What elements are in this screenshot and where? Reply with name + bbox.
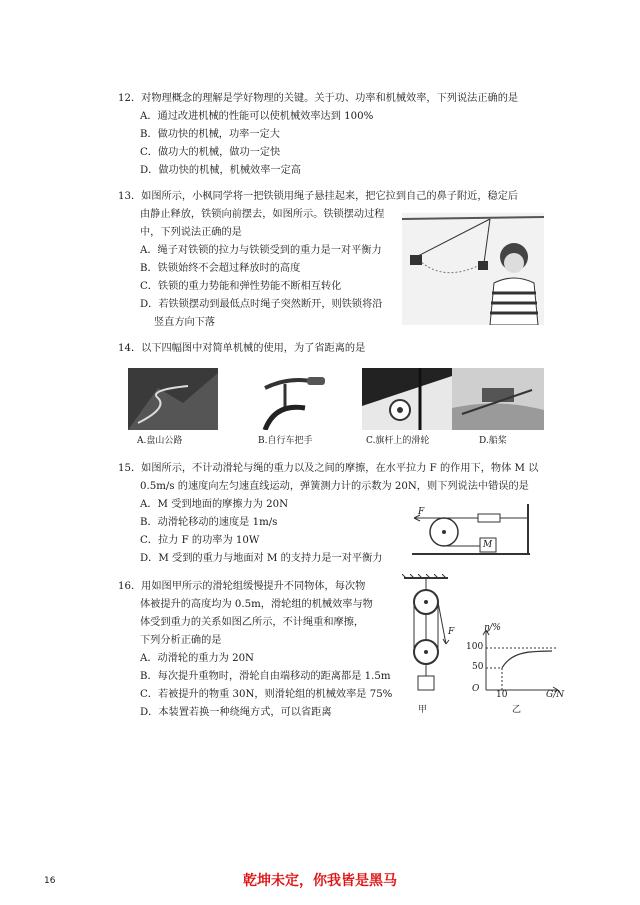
q15-stem-line-1: 15．如图所示，不计动滑轮与绳的重力以及之间的摩擦，在水平拉力 F 的作用下，物体 M 以 xyxy=(118,463,539,474)
q16-stem-line-3: 体受到重力的关系如图乙所示，不计绳重和摩擦， xyxy=(140,617,365,628)
q16-tick-50: 50 xyxy=(472,662,484,672)
q16-x-axis-label: G/N xyxy=(546,690,565,700)
q13-option-b: B．铁锁始终不会超过释放时的高度 xyxy=(140,263,301,274)
q16-figure-jia-label: 甲 xyxy=(418,705,428,715)
q13-stem-line-2: 由静止释放，铁锁向前摆去，如图所示。铁锁摆动过程 xyxy=(140,209,385,220)
question-16 xyxy=(118,578,392,722)
q12-option-c: C．做功大的机械，做功一定快 xyxy=(140,147,281,158)
q15-option-c: C．拉力 F 的功率为 10W xyxy=(140,535,260,546)
q16-stem-line-4: 下列分析正确的是 xyxy=(140,635,222,646)
question-12 xyxy=(118,90,518,180)
footer-slogan: 乾坤未定，你我皆是黑马 xyxy=(243,873,397,889)
q13-pendulum-figure xyxy=(402,213,544,325)
q15-mass-label: M xyxy=(483,540,493,550)
q13-option-a: A．绳子对铁锁的拉力与铁锁受到的重力是一对平衡力 xyxy=(140,245,382,256)
q16-option-c: C．若被提升的物重 30N，则滑轮组的机械效率是 75% xyxy=(140,689,393,700)
q15-option-b: B．动滑轮移动的速度是 1m/s xyxy=(140,517,278,528)
q16-tick-100: 100 xyxy=(466,642,484,652)
q15-option-a: A．M 受到地面的摩擦力为 20N xyxy=(140,499,289,510)
lock-icon xyxy=(410,255,422,265)
q13-stem-line-1: 13．如图所示，小枫同学将一把铁锁用绳子悬挂起来，把它拉到自己的鼻子附近，稳定后 xyxy=(118,191,519,202)
q15-stem-line-2: 0.5m/s 的速度向左匀速直线运动，弹簧测力计的示数为 20N，则下列说法中错误的是 xyxy=(140,481,529,492)
q14-image-boat-oar xyxy=(452,368,544,430)
q14-caption-d: D.船桨 xyxy=(479,436,507,446)
q16-y-axis-label: η/% xyxy=(484,623,501,633)
q13-option-c: C．铁锁的重力势能和弹性势能不断相互转化 xyxy=(140,281,342,292)
q16-efficiency-graph xyxy=(470,626,560,692)
page-number: 16 xyxy=(44,876,56,886)
q15-option-d: D．M 受到的重力与地面对 M 的支持力是一对平衡力 xyxy=(140,553,383,564)
q16-option-b: B．每次提升重物时，滑轮自由端移动的距离都是 1.5m xyxy=(140,671,391,682)
q15-force-label: F xyxy=(418,507,425,517)
q14-caption-a: A.盘山公路 xyxy=(137,436,183,446)
q16-tick-10: 10 xyxy=(496,690,508,700)
q14-caption-c: C.旗杆上的滑轮 xyxy=(366,436,430,446)
q16-origin-label: O xyxy=(472,684,480,694)
q13-option-d-continued: 竖直方向下落 xyxy=(154,317,216,328)
q14-image-flagpole-pulley xyxy=(362,368,452,430)
q16-stem-line-1: 16．用如图甲所示的滑轮组缓慢提升不同物体，每次物 xyxy=(118,581,366,592)
q13-option-d: D．若铁锁摆动到最低点时绳子突然断开，则铁锁将沿 xyxy=(140,299,383,310)
q14-image-bicycle-handle xyxy=(245,368,335,430)
q16-force-label: F xyxy=(448,627,455,637)
question-14 xyxy=(118,340,365,358)
q12-option-b: B．做功快的机械，功率一定大 xyxy=(140,129,280,140)
q16-option-a: A．动滑轮的重力为 20N xyxy=(140,653,254,664)
q14-caption-b: B.自行车把手 xyxy=(258,436,313,446)
q14-image-mountain-road xyxy=(128,368,218,430)
q16-pulley-block-figure xyxy=(396,574,456,712)
q12-option-a: A．通过改进机械的性能可以使机械效率达到 100% xyxy=(140,111,374,122)
q14-stem: 14．以下四幅图中对简单机械的使用，为了省距离的是 xyxy=(118,343,366,354)
q12-stem: 12．对物理概念的理解是学好物理的关键。关于功、功率和机械效率，下列说法正确的是 xyxy=(118,93,519,104)
q16-option-d: D．本装置若换一种绕绳方式，可以省距离 xyxy=(140,707,332,718)
q15-pulley-figure xyxy=(408,502,532,560)
q12-option-d: D．做功快的机械，机械效率一定高 xyxy=(140,165,301,176)
q16-stem-line-2: 体被提升的高度均为 0.5m，滑轮组的机械效率与物 xyxy=(140,599,373,610)
q13-stem-line-3: 中，下列说法正确的是 xyxy=(140,227,242,238)
q16-figure-yi-label: 乙 xyxy=(512,705,522,715)
